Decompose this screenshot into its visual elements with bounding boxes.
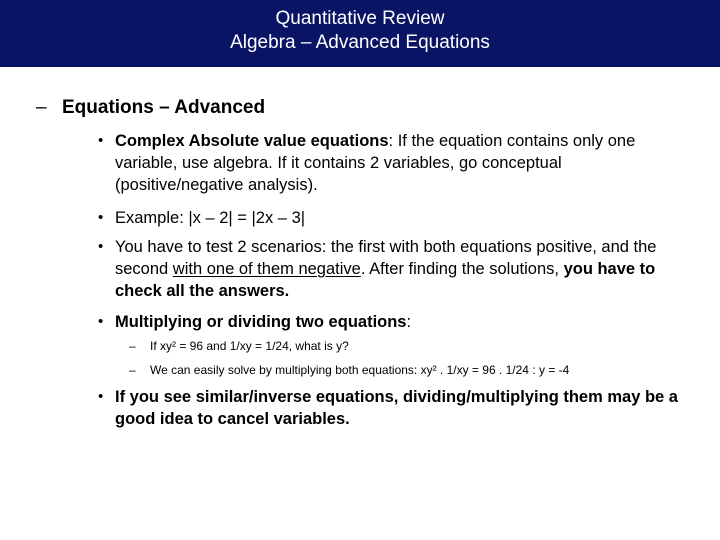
section-heading xyxy=(36,96,266,120)
bullet-text: : xyxy=(406,313,412,331)
bullet-text-a: You have to test 2 scenarios: the first with both equations positive, and the second xyxy=(115,238,657,278)
sub-bullet-marker: – xyxy=(129,363,136,377)
title-line-1: Quantitative Review xyxy=(275,8,445,29)
sub-bullet-text: If xy² = 96 and 1/xy = 1/24, what is y? xyxy=(150,339,349,353)
bullet-complex-absolute xyxy=(98,130,685,196)
heading-dash: – xyxy=(36,97,47,118)
bullet-bold-text: If you see similar/inverse equations, dividing/multiplying them may be a good idea to cancel variables. xyxy=(115,388,678,428)
bullet-marker: • xyxy=(98,132,104,149)
sub-bullet-solution xyxy=(129,362,570,378)
sub-bullet-text: We can easily solve by multiplying both equations: xy² . 1/xy = 96 . 1/24 : y = -4 xyxy=(150,363,570,377)
bullet-bold-tail: you have to check all the answers. xyxy=(115,260,656,300)
sub-bullet-question xyxy=(129,338,349,354)
bullet-marker: • xyxy=(98,209,104,226)
bullet-marker: • xyxy=(98,388,104,405)
bullet-marker: • xyxy=(98,313,104,330)
bullet-text: Example: |x – 2| = |2x – 3| xyxy=(115,209,306,227)
bullet-marker: • xyxy=(98,238,104,255)
bullet-similar-inverse xyxy=(98,386,685,430)
bullet-multiplying xyxy=(98,311,685,333)
bullet-bold-label: Multiplying or dividing two equations xyxy=(115,313,407,331)
bullet-scenarios xyxy=(98,236,685,302)
bullet-text: : If the equation contains only one variable, use algebra. If it contains 2 variables, go conceptual (positive/negative analysis). xyxy=(115,132,636,194)
bullet-bold-label: Complex Absolute value equations xyxy=(115,132,389,150)
heading-text: Equations – Advanced xyxy=(62,97,266,118)
bullet-example xyxy=(98,207,685,229)
underlined-phrase: with one of them negative xyxy=(172,260,361,278)
title-line-2: Algebra – Advanced Equations xyxy=(230,32,490,53)
bullet-text-b: . After finding the solutions, xyxy=(360,260,564,278)
sub-bullet-marker: – xyxy=(129,339,136,353)
